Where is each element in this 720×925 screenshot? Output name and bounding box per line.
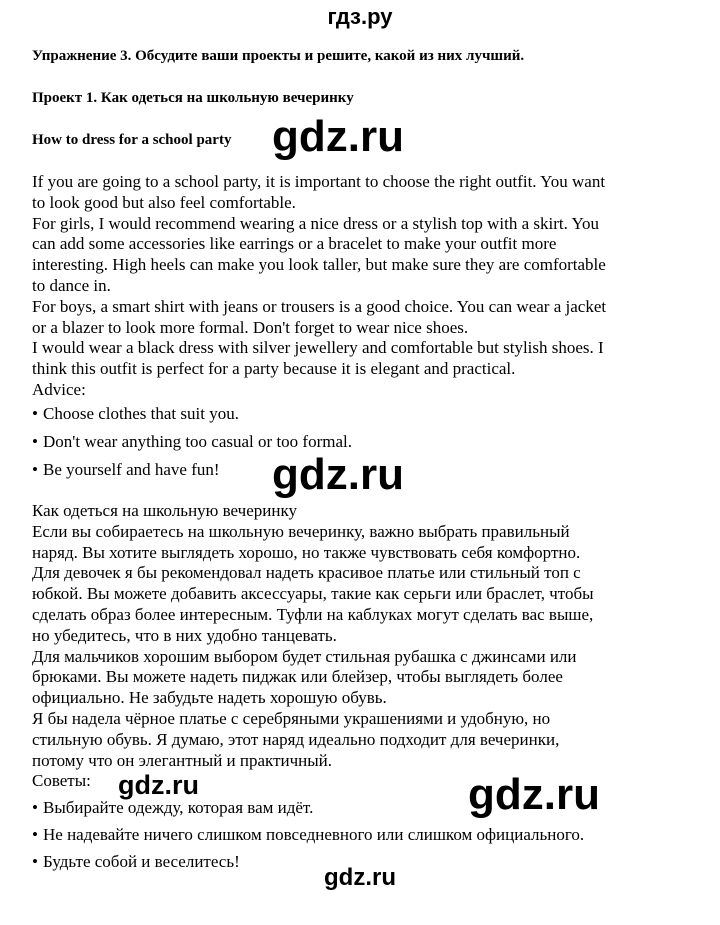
text-line: Advice:: [32, 379, 86, 399]
text-line: For girls, I would recommend wearing a nice dress or a stylish top with a skirt. You: [32, 213, 600, 233]
text-line: Если вы собираетесь на школьную вечеринку, важно выбрать правильный: [32, 521, 570, 541]
text-line: брюками. Вы можете надеть пиджак или блейзер, чтобы выглядеть более: [32, 667, 563, 687]
project-title: Проект 1. Как одеться на школьную вечеринку: [32, 90, 354, 106]
text-line: Как одеться на школьную вечеринку: [32, 501, 297, 520]
text-line: to dance in.: [32, 275, 111, 295]
list-item: [32, 404, 239, 424]
text-line: сделать образ более интересным. Туфли на каблуках могут сделать вас выше,: [32, 604, 594, 624]
text-line: потому что он элегантный и практичный.: [32, 750, 333, 770]
text-line: interesting. High heels can make you look taller, but make sure they are comfortable: [32, 255, 606, 275]
text-line: Для девочек я бы рекомендовал надеть красивое платье или стильный топ с: [32, 563, 581, 583]
exercise-title: Упражнение 3. Обсудите ваши проекты и решите, какой из них лучший.: [32, 48, 525, 64]
list-item-text: Don't wear anything too casual or too formal.: [43, 432, 352, 451]
text-line: For boys, a smart shirt with jeans or trousers is a good choice. You can wear a jacket: [32, 296, 607, 316]
bullet-icon: •: [32, 432, 38, 451]
bullet-icon: •: [32, 798, 38, 817]
list-item: [32, 798, 313, 818]
text-line: or a blazer to look more formal. Don't forget to wear nice shoes.: [32, 317, 469, 337]
list-item-text: Be yourself and have fun!: [43, 460, 220, 479]
list-item-text: Choose clothes that suit you.: [43, 404, 239, 423]
list-item: [32, 460, 220, 480]
bullet-icon: •: [32, 852, 38, 871]
text-line: юбкой. Вы можете добавить аксессуары, такие как серьги или браслет, чтобы: [32, 584, 594, 604]
bullet-icon: •: [32, 404, 38, 423]
watermark: gdz.ru: [324, 864, 396, 891]
watermark: gdz.ru: [272, 450, 404, 499]
list-item: [32, 825, 584, 845]
watermark: gdz.ru: [118, 770, 199, 800]
english-text: [32, 172, 606, 401]
list-item-text: Выбирайте одежду, которая вам идёт.: [43, 798, 314, 817]
text-line: think this outfit is perfect for a party because it is elegant and practical.: [32, 359, 516, 379]
watermark: gdz.ru: [272, 112, 404, 161]
english-heading: How to dress for a school party: [32, 132, 232, 148]
text-line: can add some accessories like earrings or a bracelet to make your outfit more: [32, 234, 557, 254]
text-line: стильную обувь. Я думаю, этот наряд идеально подходит для вечеринки,: [32, 729, 560, 749]
list-item-text: Не надевайте ничего слишком повседневного или слишком официального.: [43, 825, 585, 844]
text-line: наряд. Вы хотите выглядеть хорошо, но также чувствовать себя комфортно.: [32, 542, 581, 562]
text-line: I would wear a black dress with silver jewellery and comfortable but stylish shoes. I: [32, 338, 604, 358]
russian-text: [32, 501, 594, 792]
list-item-text: Будьте собой и веселитесь!: [43, 852, 240, 871]
text-line: официально. Не забудьте надеть хорошую обувь.: [32, 688, 387, 708]
text-line: to look good but also feel comfortable.: [32, 192, 296, 212]
bullet-icon: •: [32, 460, 38, 479]
watermark: gdz.ru: [468, 770, 600, 819]
bullet-icon: •: [32, 825, 38, 844]
site-header: гдз.ру: [327, 4, 393, 29]
text-line: но убедитесь, что в них удобно танцевать.: [32, 625, 337, 645]
text-line: If you are going to a school party, it is important to choose the right outfit. You want: [32, 172, 606, 191]
text-line: Советы:: [32, 771, 91, 791]
list-item: [32, 432, 352, 452]
text-line: Я бы надела чёрное платье с серебряными украшениями и удобную, но: [32, 708, 551, 728]
text-line: Для мальчиков хорошим выбором будет стильная рубашка с джинсами или: [32, 646, 577, 666]
